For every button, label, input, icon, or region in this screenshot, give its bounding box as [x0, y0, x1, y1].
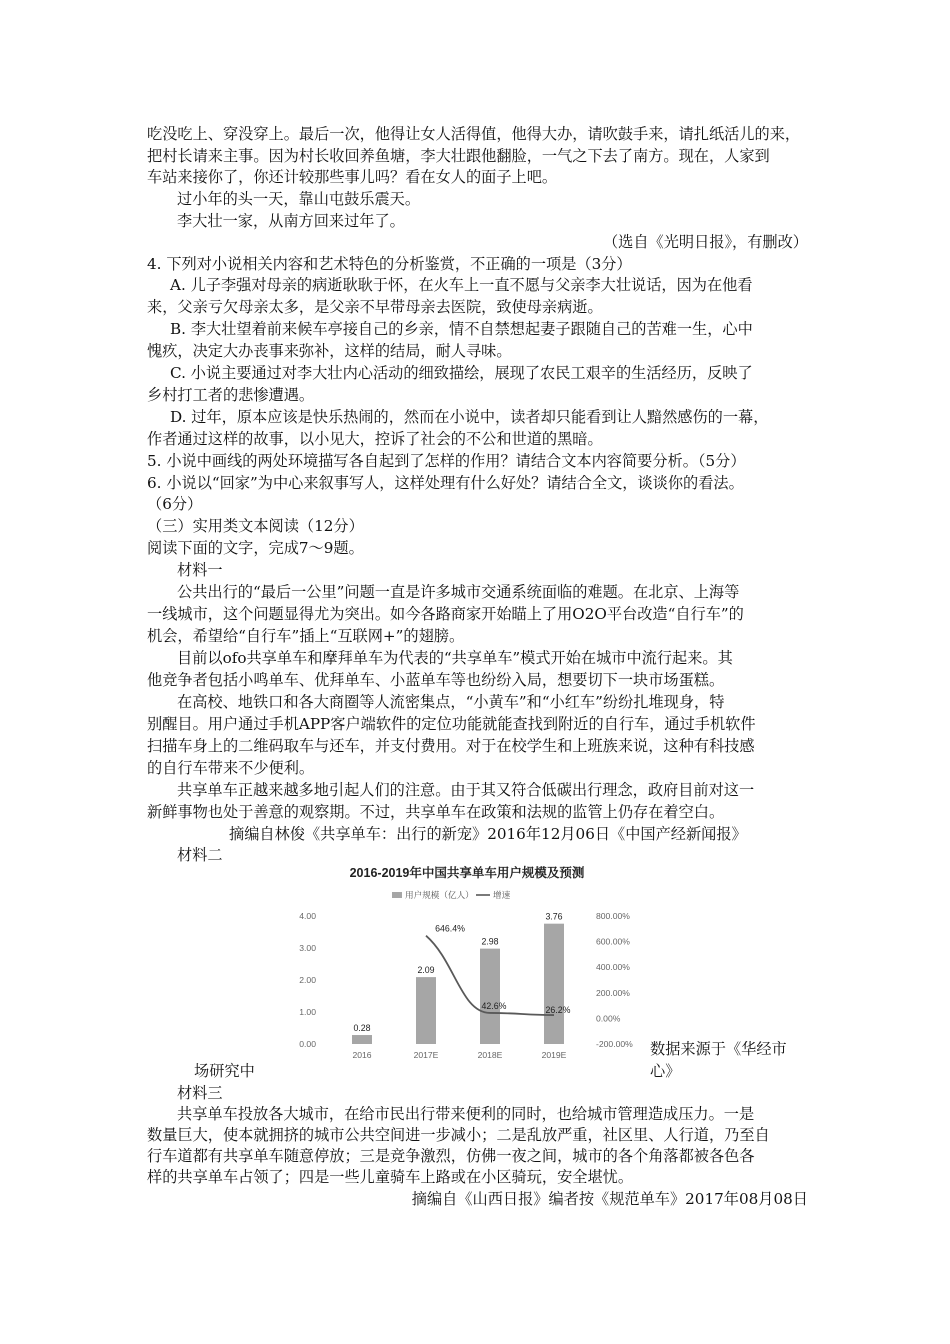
legend-line-label: 增速: [493, 890, 511, 900]
chart-title: 2016-2019年中国共享单车用户规模及预测: [349, 866, 585, 880]
legend-bar-swatch: [392, 892, 402, 898]
y-right-tick-label: 0.00%: [596, 1013, 621, 1024]
text-line: 别醒目。用户通过手机APP客户端软件的定位功能就能查找到附近的自行车，通过手机软件: [147, 715, 756, 733]
legend-bar-label: 用户规模（亿人）: [405, 890, 474, 900]
bar: [416, 977, 436, 1044]
text-line: 行车道都有共享单车随意停放；三是竞争激烈，仿佛一夜之间，城市的各个角落都被各色各: [147, 1147, 755, 1165]
option-a: A. 儿子李强对母亲的病逝耿耿于怀，在火车上一直不愿与父亲李大壮说话，因为在他看: [170, 276, 753, 294]
line-data-label: 646.4%: [435, 923, 465, 934]
source-note: 摘编自《山西日报》编者按《规范单车》2017年08月08日: [411, 1190, 808, 1208]
source-note: 摘编自林俊《共享单车：出行的新宠》2016年12月06日《中国产经新闻报》: [229, 825, 747, 843]
bar: [480, 949, 500, 1044]
text-line: 李大壮一家，从南方回来过年了。: [177, 212, 405, 230]
y-right-tick-label: 200.00%: [596, 987, 630, 998]
y-left-tick-label: 2.00: [299, 975, 316, 985]
text-line: 吃没吃上、穿没穿上。最后一次，他得让女人活得值，他得大办，请吹鼓手来，请扎纸活儿的来，: [147, 125, 801, 143]
text-line: 过小年的头一天，靠山屯鼓乐震天。: [177, 190, 420, 208]
y-left-tick-label: 0.00: [299, 1039, 316, 1049]
line-data-label: 26.2%: [545, 1005, 571, 1016]
text-line: 在高校、地铁口和各大商圈等人流密集点，“小黄车”和“小红车”纷纷扎堆现身，特: [177, 693, 725, 711]
text-line: 一线城市，这个问题显得尤为突出。如今各路商家开始瞄上了用O2O平台改造“自行车”的: [147, 605, 744, 623]
bar-data-label: 2.09: [417, 965, 435, 976]
text-line: 公共出行的“最后一公里”问题一直是许多城市交通系统面临的难题。在北京、上海等: [177, 583, 740, 601]
y-right-tick-label: -200.00%: [596, 1039, 633, 1049]
section-heading: （三）实用类文本阅读（12分）: [147, 517, 364, 535]
material-one-heading: 材料一: [177, 561, 223, 579]
text-line: 愧疚，决定大办丧事来弥补，这样的结局，耐人寻味。: [147, 342, 512, 360]
source-note: （选自《光明日报》，有删改）: [602, 233, 808, 251]
question-6: 6. 小说以“回家”为中心来叙事写人，这样处理有什么好处？请结合全文，谈谈你的看法。: [147, 474, 744, 492]
option-b: B. 李大壮望着前来候车亭接自己的乡亲，情不自禁想起妻子跟随自己的苦难一生，心中: [170, 320, 753, 338]
text-line: 作者通过这样的故事，以小见大，控诉了社会的不公和世道的黑暗。: [147, 430, 603, 448]
text-line: 目前以ofo共享单车和摩拜单车为代表的“共享单车”模式开始在城市中流行起来。其: [177, 649, 733, 667]
x-tick-label: 2016: [352, 1050, 372, 1060]
bar: [544, 924, 564, 1044]
text-line: 共享单车正越来越多地引起人们的注意。由于其又符合低碳出行理念，政府目前对这一: [177, 781, 755, 799]
x-tick-label: 2017E: [413, 1050, 439, 1060]
text-line: （6分）: [147, 495, 203, 513]
bar-data-label: 3.76: [545, 911, 563, 922]
y-right-tick-label: 600.00%: [596, 936, 630, 947]
text-line: 他竞争者包括小鸣单车、优拜单车、小蓝单车等也纷纷入局，想要切下一块市场蛋糕。: [147, 671, 725, 689]
y-left-tick-label: 1.00: [299, 1007, 316, 1017]
text-line: 扫描车身上的二维码取车与还车，并支付费用。对于在校学生和上班族来说，这种有科技感: [147, 737, 755, 755]
y-left-tick-label: 4.00: [299, 911, 316, 921]
bar-data-label: 0.28: [353, 1023, 371, 1034]
chart-source-cont: 心》: [650, 1062, 681, 1080]
text-line: 样的共享单车占领了；四是一些儿童骑车上路或在小区骑玩，安全堪忧。: [147, 1168, 633, 1186]
y-left-tick-label: 3.00: [299, 943, 316, 953]
text-line: 的自行车带来不少便利。: [147, 759, 315, 777]
chart-source: 数据来源于《华经市: [650, 1040, 787, 1058]
option-d: D. 过年，原本应该是快乐热闹的，然而在小说中，读者却只能看到让人黯然感伤的一幕，: [170, 408, 769, 426]
question-4: 4. 下列对小说相关内容和艺术特色的分析鉴赏，不正确的一项是（3分）: [147, 255, 632, 273]
text-line: 共享单车投放各大城市，在给市民出行带来便利的同时，也给城市管理造成压力。一是: [177, 1105, 755, 1123]
text-line: 来，父亲亏欠母亲太多，是父亲不早带母亲去医院，致使母亲病逝。: [147, 298, 603, 316]
line-data-label: 42.6%: [481, 1000, 507, 1011]
material-three-heading: 材料三: [177, 1084, 223, 1102]
text-line: 机会，希望给“自行车”插上“互联网+”的翅膀。: [147, 627, 465, 645]
x-tick-label: 2018E: [477, 1050, 503, 1060]
option-c: C. 小说主要通过对李大壮内心活动的细致描绘，展现了农民工艰辛的生活经历，反映了: [170, 364, 753, 382]
text-line: 车站来接你了，你还计较那些事儿吗？看在女人的面子上吧。: [147, 168, 558, 186]
y-right-tick-label: 800.00%: [596, 911, 630, 921]
text-line: 数量巨大，使本就拥挤的城市公共空间进一步减小；二是乱放严重，社区里、人行道，乃至自: [147, 1126, 770, 1144]
y-right-tick-label: 400.00%: [596, 962, 630, 973]
material-two-heading: 材料二: [177, 846, 223, 864]
bar-data-label: 2.98: [481, 936, 499, 947]
text-line: 新鲜事物也处于善意的观察期。不过，共享单车在政策和法规的监管上仍存在着空白。: [147, 803, 725, 821]
x-tick-label: 2019E: [541, 1050, 567, 1060]
user-scale-chart: [288, 862, 646, 1076]
question-5: 5. 小说中画线的两处环境描写各自起到了怎样的作用？请结合文本内容简要分析。（5分）: [147, 452, 746, 470]
instruction: 阅读下面的文字，完成7～9题。: [147, 539, 364, 557]
text-line: 乡村打工者的悲惨遭遇。: [147, 386, 315, 404]
bar: [352, 1035, 372, 1044]
chart-source-cont: 场研究中: [194, 1062, 255, 1080]
text-line: 把村长请来主事。因为村长收回养鱼塘，李大壮跟他翻脸，一气之下去了南方。现在，人家到: [147, 147, 770, 165]
